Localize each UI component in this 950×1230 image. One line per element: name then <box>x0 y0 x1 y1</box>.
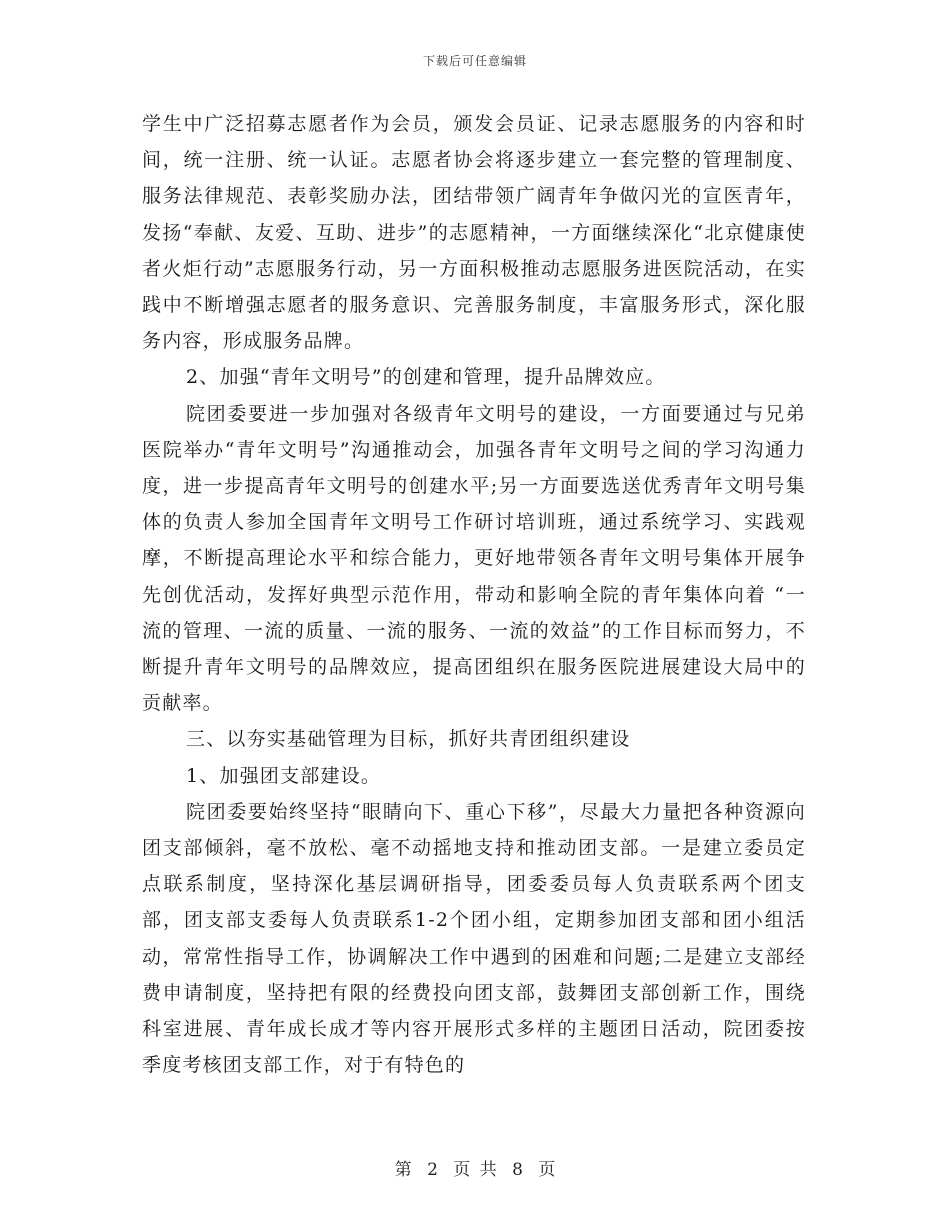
paragraph-heading: 1、加强团支部建设。 <box>186 764 382 787</box>
footer-suffix: 页 <box>538 1160 556 1180</box>
document-body <box>142 106 806 1083</box>
total-pages: 8 <box>512 1160 523 1180</box>
paragraph: 学生中广泛招募志愿者作为会员，颁发会员证、记录志愿服务的内容和时间，统一注册、统一认证。志愿者协会将逐步建立一套完整的管理制度、服务法律规范、表彰奖励办法，团结带领广阔青年争做闪光的宣医青年，发扬“奉献、友爱、互助、进步”的志愿精神，一方面继续深化“北京健康使者火炬行动”志愿服务行动，另一方面积极推动志愿服务进医院活动，在实践中不断增强志愿者的服务意识、完善服务制度，丰富服务形式，深化服务内容，形成服务品牌。 <box>142 113 806 353</box>
page-header-note: 下载后可任意编辑 <box>422 54 527 68</box>
section-heading: 三、以夯实基础管理为目标，抓好共青团组织建设 <box>186 728 631 751</box>
paragraph: 院团委要进一步加强对各级青年文明号的建设，一方面要通过与兄弟医院举办“青年文明号”沟通推动会，加强各青年文明号之间的学习沟通力度，进一步提高青年文明号的创建水平;另一方面要选送优秀青年文明号集体的负责人参加全国青年文明号工作研讨培训班，通过系统学习、实践观摩，不断提高理论水平和综合能力，更好地带领各青年文明号集体开展争先创优活动，发挥好典型示范作用，带动和影响全院的青年集体向着 “一流的管理、一流的质量、一流的服务、一流的效益”的工作目标而努力，不断提升青年文明号的品牌效应，提高团组织在服务医院进展建设大局中的贡献率。 <box>142 402 806 715</box>
current-page-number: 2 <box>427 1160 438 1180</box>
paragraph: 院团委要始终坚持“眼睛向下、重心下移”，尽最大力量把各种资源向团支部倾斜，毫不放松、毫不动摇地支持和推动团支部。一是建立委员定点联系制度，坚持深化基层调研指导，团委委员每人负责联系两个团支部，团支部支委每人负责联系1-2个团小组，定期参加团支部和团小组活动，常常性指导工作，协调解决工作中遇到的困难和问题;二是建立支部经费申请制度，坚持把有限的经费投向团支部，鼓舞团支部创新工作，围绕科室进展、青年成长成才等内容开展形式多样的主题团日活动，院团委按季度考核团支部工作，对于有特色的 <box>142 800 806 1077</box>
footer-prefix: 第 <box>394 1160 412 1180</box>
footer-mid: 页 共 <box>453 1160 497 1180</box>
paragraph-heading: 2、加强“青年文明号”的创建和管理，提升品牌效应。 <box>186 366 666 389</box>
page-number-footer <box>0 1155 950 1180</box>
